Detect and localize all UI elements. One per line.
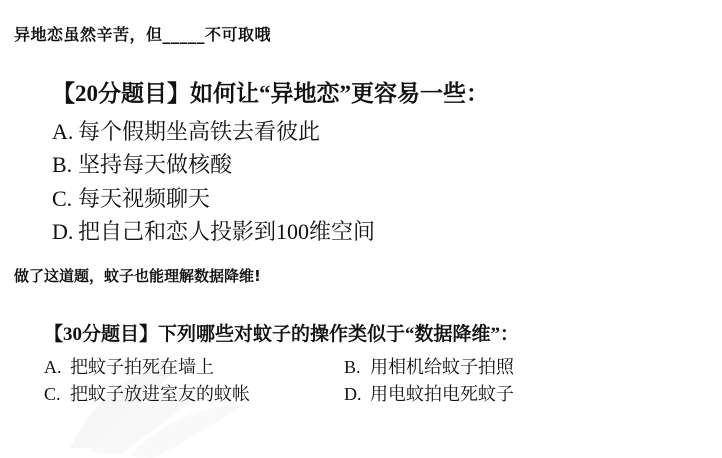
section-subheadline: 做了这道题，蚊子也能理解数据降维! xyxy=(14,267,261,285)
option-letter: D. xyxy=(344,383,362,404)
option-text: 每天视频聊天 xyxy=(78,185,211,211)
option-item[interactable] xyxy=(44,381,344,408)
question-two-title: 【30分题目】下列哪些对蚊子的操作类似于“数据降维”： xyxy=(44,324,520,345)
option-letter: B. xyxy=(52,152,73,178)
option-text: 把自己和恋人投影到100维空间 xyxy=(78,219,376,245)
option-text: 把蚊子拍死在墙上 xyxy=(70,356,214,377)
question-one-block xyxy=(52,78,692,249)
option-text: 每个假期坐高铁去看彼此 xyxy=(78,119,321,145)
option-item[interactable] xyxy=(344,381,664,408)
option-letter: C. xyxy=(52,185,73,211)
option-text: 用相机给蚊子拍照 xyxy=(370,356,514,377)
option-item[interactable] xyxy=(344,354,664,381)
option-letter: B. xyxy=(344,356,361,377)
option-letter: A. xyxy=(52,119,74,145)
option-row xyxy=(44,354,704,381)
option-text: 用电蚊拍电死蚊子 xyxy=(370,383,514,404)
option-item[interactable] xyxy=(52,148,692,181)
option-item[interactable] xyxy=(52,115,692,148)
option-row xyxy=(44,381,704,408)
question-one-title: 【20分题目】如何让“异地恋”更容易一些： xyxy=(52,81,489,106)
option-letter: D. xyxy=(52,219,74,245)
question-two-options xyxy=(44,354,704,408)
page-headline: 异地恋虽然辛苦，但_____不可取哦 xyxy=(14,25,272,44)
option-letter: A. xyxy=(44,356,62,377)
question-two-block xyxy=(44,322,704,408)
question-one-options xyxy=(52,115,692,249)
option-item[interactable] xyxy=(52,182,692,215)
option-letter: C. xyxy=(44,383,61,404)
option-text: 坚持每天做核酸 xyxy=(78,152,233,178)
option-text: 把蚊子放进室友的蚊帐 xyxy=(70,383,250,404)
option-item[interactable] xyxy=(52,215,692,248)
option-item[interactable] xyxy=(44,354,344,381)
